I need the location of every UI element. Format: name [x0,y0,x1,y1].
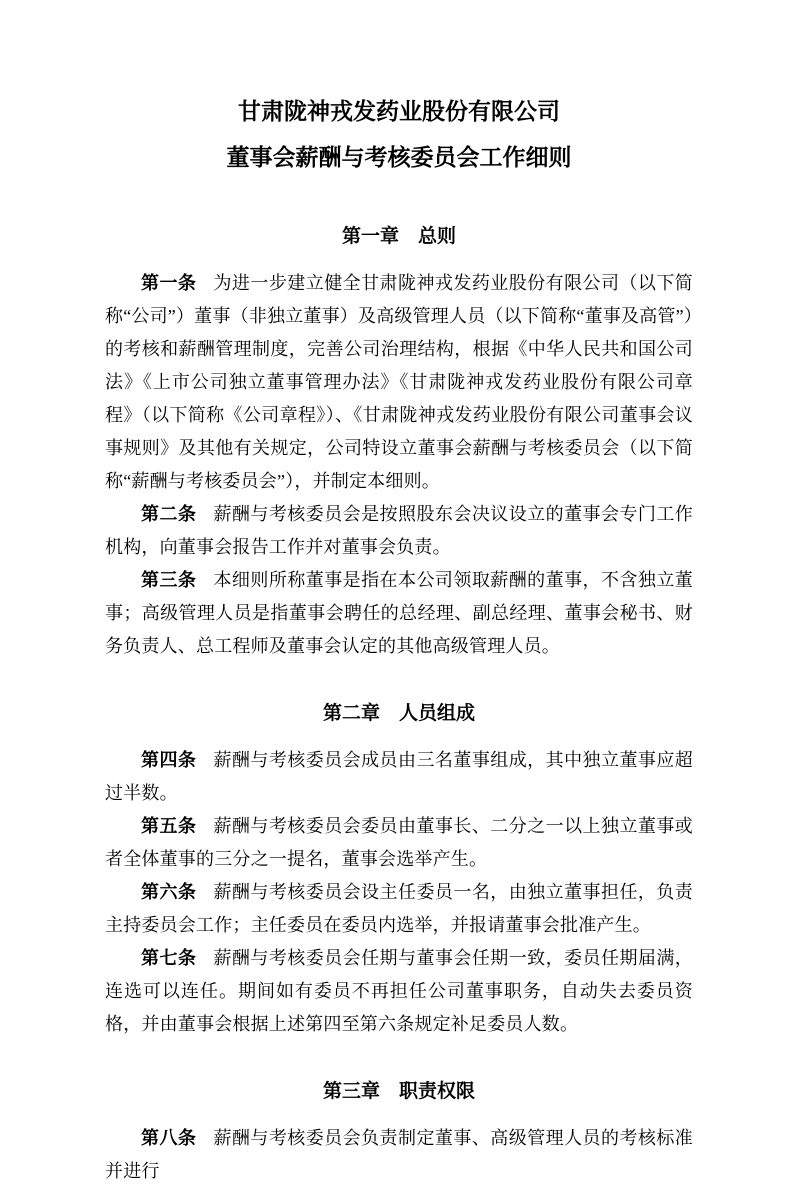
article-6-label: 第六条 [141,882,197,902]
article-4-text: 薪酬与考核委员会成员由三名董事组成，其中独立董事应超过半数。 [105,750,693,803]
article-1 [105,267,693,498]
article-5-text: 薪酬与考核委员会委员由董事长、二分之一以上独立董事或者全体董事的三分之一提名，董事会选举产生。 [105,816,693,869]
chapter-heading-personnel-composition: 第二章 人员组成 [322,703,475,724]
document-title-line-2: 董事会薪酬与考核委员会工作细则 [226,145,572,170]
document-title-line-1: 甘肃陇神戎发药业股份有限公司 [238,99,560,124]
article-8 [105,1122,693,1188]
article-8-text: 薪酬与考核委员会负责制定董事、高级管理人员的考核标准并进行 [105,1128,693,1181]
article-2-text: 薪酬与考核委员会是按照股东会决议设立的董事会专门工作机构，向董事会报告工作并对董事会负责。 [105,504,693,557]
article-6 [105,876,693,942]
article-2 [105,498,693,564]
article-7-label: 第七条 [141,948,197,968]
article-7 [105,942,693,1041]
article-3 [105,564,693,663]
article-2-label: 第二条 [141,504,197,524]
article-7-text: 薪酬与考核委员会任期与董事会任期一致，委员任期届满，连选可以连任。期间如有委员不再担任公司董事职务，自动失去委员资格，并由董事会根据上述第四至第六条规定补足委员人数。 [105,948,693,1034]
chapter-heading-general-provisions: 第一章 总则 [341,226,456,247]
article-1-text: 为进一步建立健全甘肃陇神戎发药业股份有限公司（以下简称“公司”）董事（非独立董事）及高级管理人员（以下简称“董事及高管”）的考核和薪酬管理制度，完善公司治理结构，根据《中华人民共和国公司法》《上市公司独立董事管理办法》《甘肃陇神戎发药业股份有限公司章程》（以下简称《公司章程》）、《甘肃陇神戎发药业股份有限公司董事会议事规则》及其他有关规定，公司特设立董事会薪酬与考核委员会（以下简称“薪酬与考核委员会”），并制定本细则。 [105,273,693,491]
article-4-label: 第四条 [141,750,197,770]
article-8-label: 第八条 [141,1128,197,1148]
article-4 [105,744,693,810]
article-1-label: 第一条 [141,273,197,293]
chapter-heading-duties-authority: 第三章 职责权限 [322,1081,475,1102]
article-5-label: 第五条 [141,816,197,836]
article-5 [105,810,693,876]
article-3-label: 第三条 [141,570,197,590]
article-3-text: 本细则所称董事是指在本公司领取薪酬的董事，不含独立董事；高级管理人员是指董事会聘任的总经理、副总经理、董事会秘书、财务负责人、总工程师及董事会认定的其他高级管理人员。 [105,570,693,656]
article-6-text: 薪酬与考核委员会设主任委员一名，由独立董事担任，负责主持委员会工作；主任委员在委员内选举，并报请董事会批准产生。 [105,882,693,935]
